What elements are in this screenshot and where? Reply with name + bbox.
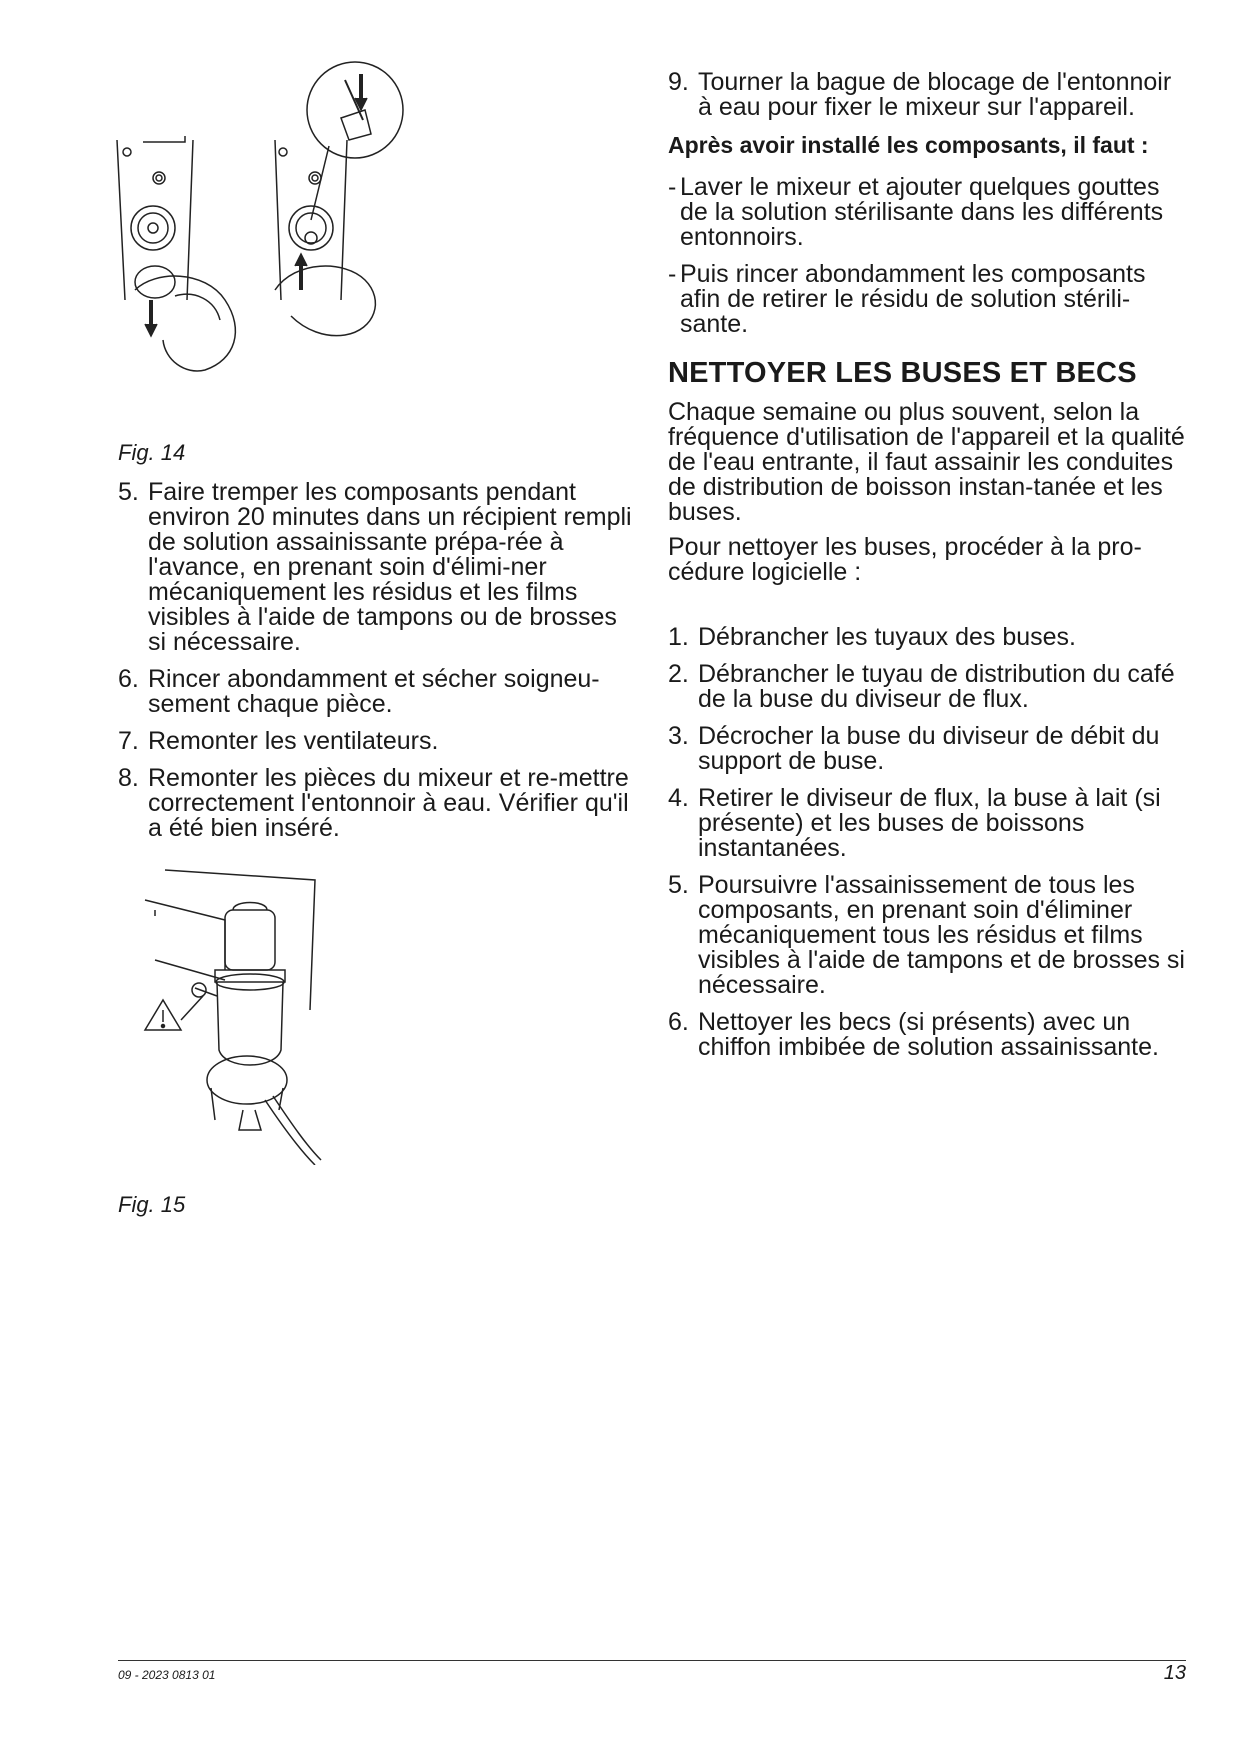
figure-15-illustration xyxy=(115,860,345,1165)
list-item: 1. Débrancher les tuyaux des buses. xyxy=(668,623,1076,651)
section-paragraph: Chaque semaine ou plus souvent, selon la fréquence d'utilisation de l'appareil et la qualité de l'eau entrante, il faut assainir les conduites de distribution de boisson instan-tanée et les buses. xyxy=(668,398,1185,526)
right-column xyxy=(668,70,1188,1072)
right-top-steps-list xyxy=(668,70,1188,120)
list-item: 5. Poursuivre l'assainissement de tous les composants, en prenant soin d'éliminer mécaniquement tous les résidus et films visibles à l'aide de tampons et de brosses si nécessaire. xyxy=(668,871,1185,999)
list-item: 9. Tourner la bague de blocage de l'entonnoir à eau pour fixer le mixeur sur l'appareil. xyxy=(668,68,1172,121)
figure-14-illustration xyxy=(115,60,415,390)
list-item: 4. Retirer le diviseur de flux, la buse à lait (si présente) et les buses de boissons instantanées. xyxy=(668,784,1161,862)
list-item: 8. Remonter les pièces du mixeur et re-mettre correctement l'entonnoir à eau. Vérifier qu'il a été bien inséré. xyxy=(118,764,629,842)
list-item: 5. Faire tremper les composants pendant environ 20 minutes dans un récipient rempli de solution assainissante prépa-rée à l'avance, en prenant soin d'élimi-ner mécaniquement les résidus et les films visibles à l'aide de tampons ou de brosses si nécessaire. xyxy=(118,478,632,656)
list-item: - Puis rincer abondamment les composants afin de retirer le résidu de solution stérili-sante. xyxy=(668,262,1188,337)
list-item: 7. Remonter les ventilateurs. xyxy=(118,727,439,755)
footer-doc-code: 09 - 2023 0813 01 xyxy=(118,1668,216,1682)
figure-14-caption: Fig. 14 xyxy=(118,440,186,465)
list-item: 2. Débrancher le tuyau de distribution du café de la buse du diviseur de flux. xyxy=(668,660,1175,713)
section-title: NETTOYER LES BUSES ET BECS xyxy=(668,357,1137,389)
left-steps-list xyxy=(118,480,638,841)
left-steps-block xyxy=(118,480,638,853)
section-steps-list xyxy=(668,625,1188,1060)
list-item: 6. Rincer abondamment et sécher soigneu-sement chaque pièce. xyxy=(118,665,600,718)
section-paragraph: Pour nettoyer les buses, procéder à la pro-cédure logicielle : xyxy=(668,533,1142,586)
after-install-note: Après avoir installé les composants, il faut : xyxy=(668,132,1149,158)
page-number: 13 xyxy=(1163,1662,1186,1684)
footer-divider xyxy=(118,1660,1186,1661)
after-install-list xyxy=(668,175,1188,337)
list-item: - Laver le mixeur et ajouter quelques gouttes de la solution stérilisante dans les différents entonnoirs. xyxy=(668,175,1188,250)
list-item: 6. Nettoyer les becs (si présents) avec un chiffon imbibée de solution assainissante. xyxy=(668,1008,1159,1061)
list-item: 3. Décrocher la buse du diviseur de débit du support de buse. xyxy=(668,722,1160,775)
figure-15-caption: Fig. 15 xyxy=(118,1192,186,1217)
